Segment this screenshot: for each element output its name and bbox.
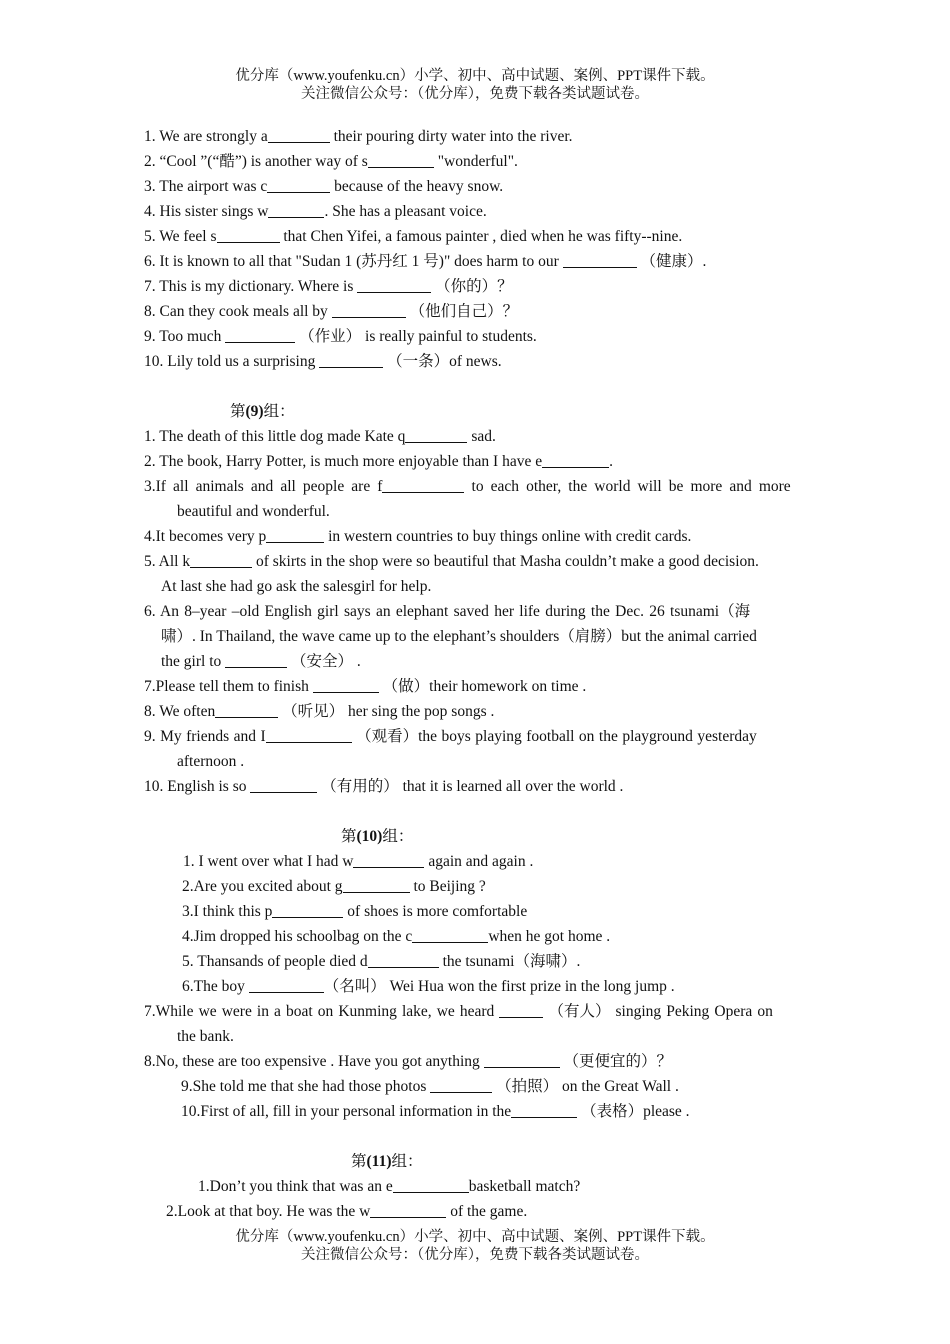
answer-blank[interactable] <box>405 427 467 443</box>
question-g10-10: 10.First of all, fill in your personal information in the （表格）please . <box>181 1103 690 1120</box>
question-g8-10: 10. Lily told us a surprising （一条）of news. <box>144 353 502 370</box>
answer-blank[interactable] <box>249 977 324 993</box>
question-g10-2: 2.Are you excited about g to Beijing ? <box>182 878 486 895</box>
question-g9-6-cont2: the girl to （安全） . <box>161 653 361 670</box>
question-g9-6-cont: 啸）. In Thailand, the wave came up to the elephant’s shoulders（肩膀）but the animal carried <box>161 628 757 645</box>
answer-blank[interactable] <box>268 127 330 143</box>
answer-blank[interactable] <box>542 452 609 468</box>
question-g10-4: 4.Jim dropped his schoolbag on the c when he got home . <box>182 928 611 945</box>
answer-blank[interactable] <box>511 1102 577 1118</box>
question-g8-2: 2. “Cool ”(“酷”) is another way of s "wonderful". <box>144 153 518 170</box>
question-g10-5: 5. Thansands of people died d the tsunami（海啸）. <box>182 953 581 970</box>
question-g9-9-cont: afternoon . <box>177 753 245 770</box>
footer-line-2: 关注微信公众号：（优分库），免费下载各类试题试卷。 <box>301 1247 649 1263</box>
answer-blank[interactable] <box>215 702 278 718</box>
spacer <box>144 374 806 399</box>
answer-blank[interactable] <box>332 302 406 318</box>
answer-blank[interactable] <box>370 1202 446 1218</box>
answer-blank[interactable] <box>319 352 383 368</box>
section-title-group-10: 第(10)组： <box>341 828 414 845</box>
answer-blank[interactable] <box>343 877 410 893</box>
question-g9-5-cont: At last she had go ask the salesgirl for help. <box>161 578 432 595</box>
answer-blank[interactable] <box>382 477 464 493</box>
answer-blank[interactable] <box>266 727 352 743</box>
question-g10-9: 9.She told me that she had those photos （拍照） on the Great Wall . <box>181 1078 679 1095</box>
question-g10-8: 8.No, these are too expensive . Have you got anything （更便宜的）？ <box>144 1053 673 1070</box>
question-g8-6: 6. It is known to all that "Sudan 1 (苏丹红 1 号)" does harm to our （健康）. <box>144 253 707 270</box>
question-g9-5: 5. All k of skirts in the shop were so beautiful that Masha couldn’t make a good decision. <box>144 553 759 570</box>
question-g8-4: 4. His sister sings w . She has a pleasant voice. <box>144 203 487 220</box>
answer-blank[interactable] <box>368 952 439 968</box>
spacer <box>144 799 806 824</box>
footer-line-1: 优分库（www.youfenku.cn）小学、初中、高中试题、案例、PPT课件下载。 <box>235 1229 715 1245</box>
question-g9-1: 1. The death of this little dog made Kate q sad. <box>144 428 496 445</box>
answer-blank[interactable] <box>393 1177 469 1193</box>
answer-blank[interactable] <box>353 852 424 868</box>
question-g9-3-cont: beautiful and wonderful. <box>177 503 330 520</box>
answer-blank[interactable] <box>250 777 317 793</box>
answer-blank[interactable] <box>499 1002 543 1018</box>
question-g9-8: 8. We often （听见） her sing the pop songs . <box>144 703 495 720</box>
question-g10-3: 3.I think this p of shoes is more comfortable <box>182 903 528 920</box>
answer-blank[interactable] <box>267 177 330 193</box>
question-g11-1: 1.Don’t you think that was an e basketball match? <box>198 1178 581 1195</box>
answer-blank[interactable] <box>313 677 379 693</box>
answer-blank[interactable] <box>272 902 343 918</box>
question-g8-7: 7. This is my dictionary. Where is （你的）？ <box>144 278 513 295</box>
answer-blank[interactable] <box>484 1052 560 1068</box>
answer-blank[interactable] <box>412 927 488 943</box>
header-line-2: 关注微信公众号：（优分库），免费下载各类试题试卷。 <box>301 86 649 102</box>
question-g9-3: 3.If all animals and all people are f to each other, the world will be more and more <box>144 478 791 495</box>
question-g8-3: 3. The airport was c because of the heavy snow. <box>144 178 504 195</box>
answer-blank[interactable] <box>357 277 431 293</box>
question-g11-2: 2.Look at that boy. He was the w of the game. <box>166 1203 528 1220</box>
header-line-1: 优分库（www.youfenku.cn）小学、初中、高中试题、案例、PPT课件下载。 <box>235 68 715 84</box>
question-g9-9: 9. My friends and I （观看）the boys playing football on the playground yesterday <box>144 728 757 745</box>
question-g10-7: 7.While we were in a boat on Kunming lake, we heard （有人） singing Peking Opera on <box>144 1003 773 1020</box>
answer-blank[interactable] <box>225 652 287 668</box>
question-g9-7: 7.Please tell them to finish （做）their homework on time . <box>144 678 587 695</box>
answer-blank[interactable] <box>368 152 434 168</box>
answer-blank[interactable] <box>225 327 295 343</box>
worksheet-body <box>144 124 806 1224</box>
answer-blank[interactable] <box>430 1077 492 1093</box>
question-g10-6: 6.The boy （名叫） Wei Hua won the first prize in the long jump . <box>182 978 675 995</box>
answer-blank[interactable] <box>266 527 324 543</box>
question-g9-2: 2. The book, Harry Potter, is much more enjoyable than I have e . <box>144 453 613 470</box>
question-g8-8: 8. Can they cook meals all by （他们自己）？ <box>144 303 519 320</box>
page-header <box>0 67 950 103</box>
answer-blank[interactable] <box>190 552 252 568</box>
section-title-group-11: 第(11)组： <box>351 1153 423 1170</box>
question-g8-5: 5. We feel s that Chen Yifei, a famous painter , died when he was fifty--nine. <box>144 228 683 245</box>
answer-blank[interactable] <box>268 202 324 218</box>
question-g10-1: 1. I went over what I had w again and again . <box>183 853 534 870</box>
question-g9-4: 4.It becomes very p in western countries to buy things online with credit cards. <box>144 528 692 545</box>
page-footer <box>0 1228 950 1264</box>
section-title-group-9: 第(9)组： <box>230 403 295 420</box>
answer-blank[interactable] <box>563 252 637 268</box>
question-g8-1: 1. We are strongly a their pouring dirty water into the river. <box>144 128 573 145</box>
question-g8-9: 9. Too much （作业） is really painful to students. <box>144 328 537 345</box>
question-g10-7-cont: the bank. <box>177 1028 234 1045</box>
question-g9-6: 6. An 8–year –old English girl says an elephant saved her life during the Dec. 26 tsunami（海 <box>144 603 751 620</box>
answer-blank[interactable] <box>217 227 280 243</box>
question-g9-10: 10. English is so （有用的） that it is learned all over the world . <box>144 778 624 795</box>
spacer <box>144 1124 806 1149</box>
